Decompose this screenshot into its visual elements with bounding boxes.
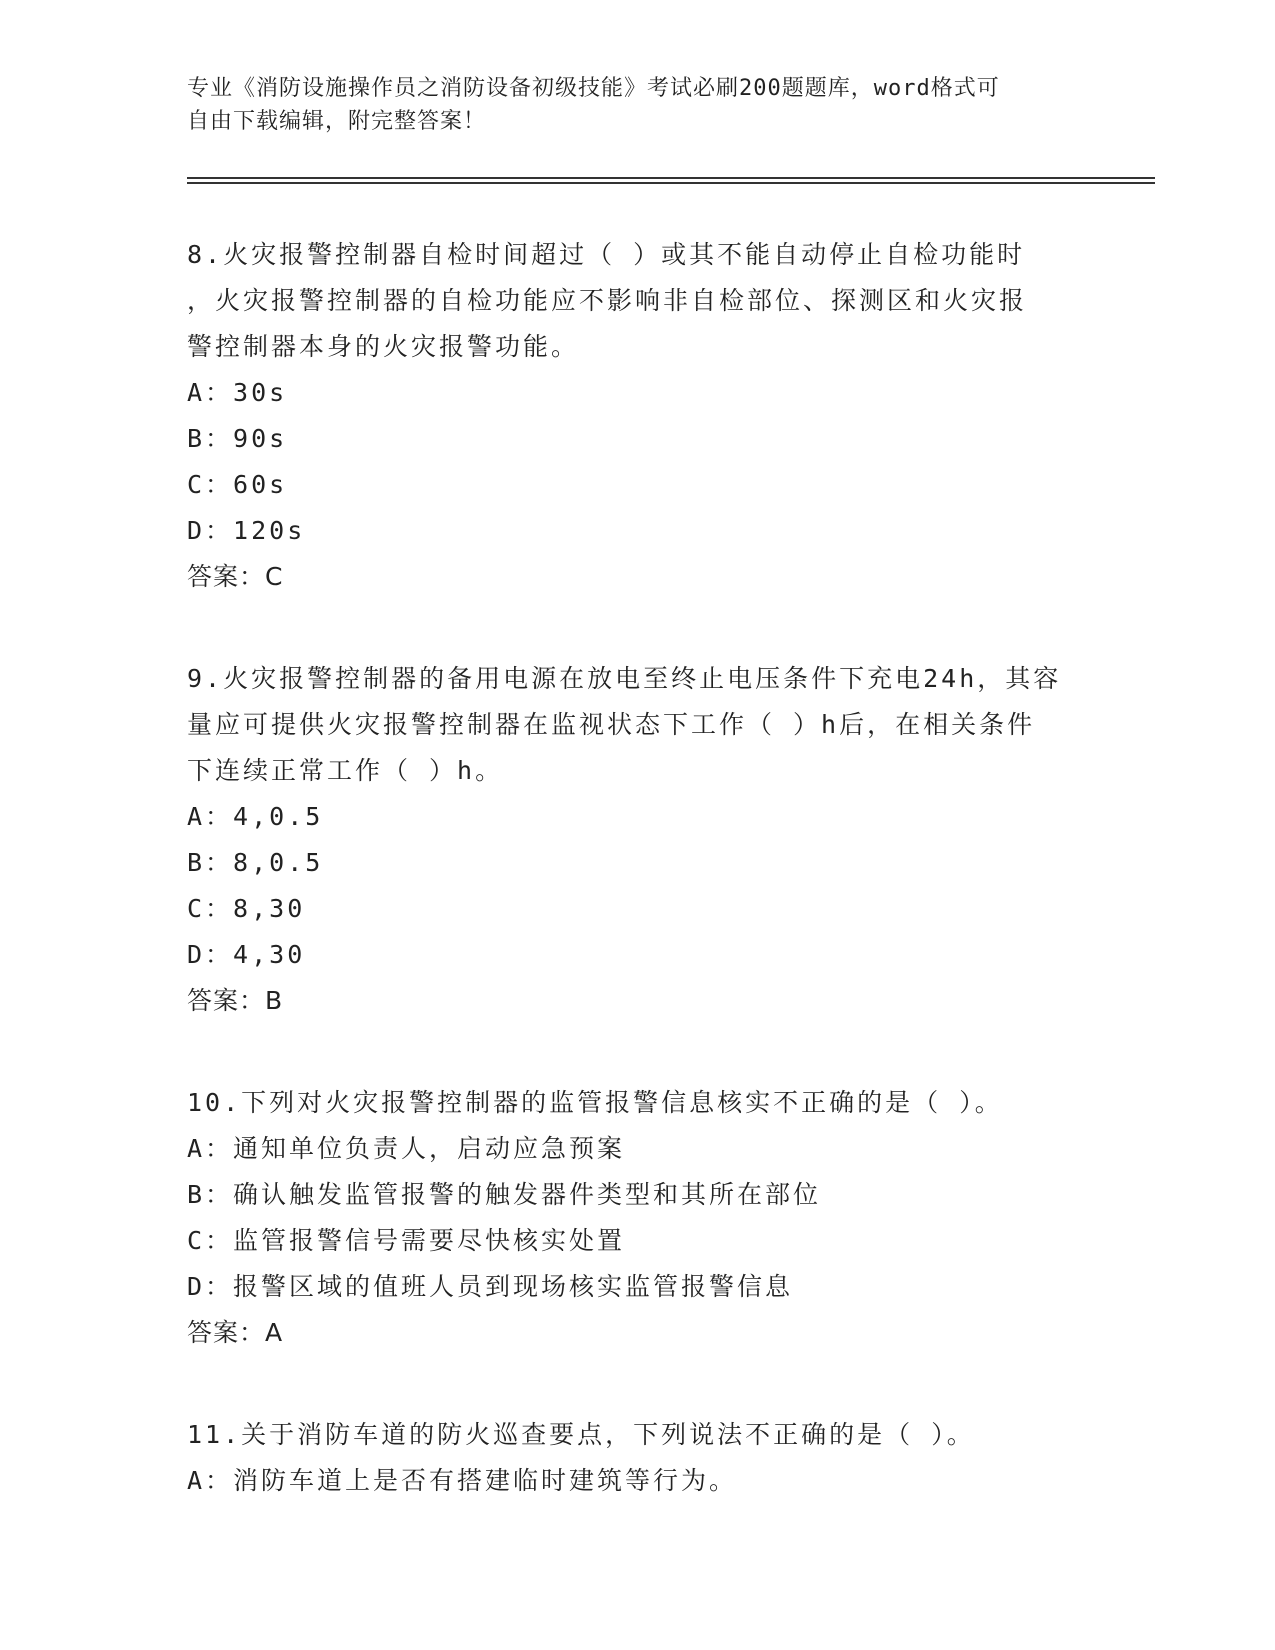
option-a: A：30s (187, 378, 288, 407)
option-d: D：120s (187, 516, 306, 545)
option-a: A：通知单位负责人，启动应急预案 (187, 1134, 626, 1163)
option-c: C：8,30 (187, 894, 306, 923)
question-text-line: 8.火灾报警控制器自检时间超过（ ）或其不能自动停止自检功能时 (187, 240, 1026, 269)
option-b: B：90s (187, 424, 288, 453)
option-b: B：确认触发监管报警的触发器件类型和其所在部位 (187, 1180, 822, 1209)
question-spacer (187, 1356, 1087, 1412)
question-spacer (187, 1024, 1087, 1080)
question-10 (187, 1080, 1087, 1356)
option-a: A：4,0.5 (187, 802, 324, 831)
answer-line: 答案：C (187, 562, 284, 591)
question-text-line: 11.关于消防车道的防火巡查要点，下列说法不正确的是（ ）。 (187, 1420, 975, 1449)
header-line-2: 自由下载编辑，附完整答案！ (187, 109, 487, 134)
option-d: D：报警区域的值班人员到现场核实监管报警信息 (187, 1272, 794, 1301)
question-text-line: 10.下列对火灾报警控制器的监管报警信息核实不正确的是（ ）。 (187, 1088, 1003, 1117)
question-9 (187, 656, 1087, 1024)
answer-line: 答案：B (187, 986, 284, 1015)
option-c: C：监管报警信号需要尽快核实处置 (187, 1226, 626, 1255)
option-b: B：8,0.5 (187, 848, 324, 877)
question-text-line: 9.火灾报警控制器的备用电源在放电至终止电压条件下充电24h，其容 (187, 664, 1062, 693)
question-text-line: 量应可提供火灾报警控制器在监视状态下工作（ ）h后，在相关条件 (187, 710, 1036, 739)
header-divider-bottom (187, 182, 1155, 184)
question-text-line: ，火灾报警控制器的自检功能应不影响非自检部位、探测区和火灾报 (187, 286, 1028, 315)
question-11 (187, 1412, 1087, 1504)
header-line-1: 专业《消防设施操作员之消防设备初级技能》考试必刷200题题库，word格式可 (187, 76, 1000, 101)
document-header (187, 72, 1067, 138)
question-8 (187, 232, 1087, 600)
option-d: D：4,30 (187, 940, 306, 969)
header-divider-top (187, 177, 1155, 179)
answer-line: 答案：A (187, 1318, 284, 1347)
question-spacer (187, 600, 1087, 656)
question-text-line: 警控制器本身的火灾报警功能。 (187, 332, 580, 361)
option-c: C：60s (187, 470, 288, 499)
question-text-line: 下连续正常工作（ ）h。 (187, 756, 504, 785)
option-a: A：消防车道上是否有搭建临时建筑等行为。 (187, 1466, 738, 1495)
question-list (187, 232, 1087, 1504)
